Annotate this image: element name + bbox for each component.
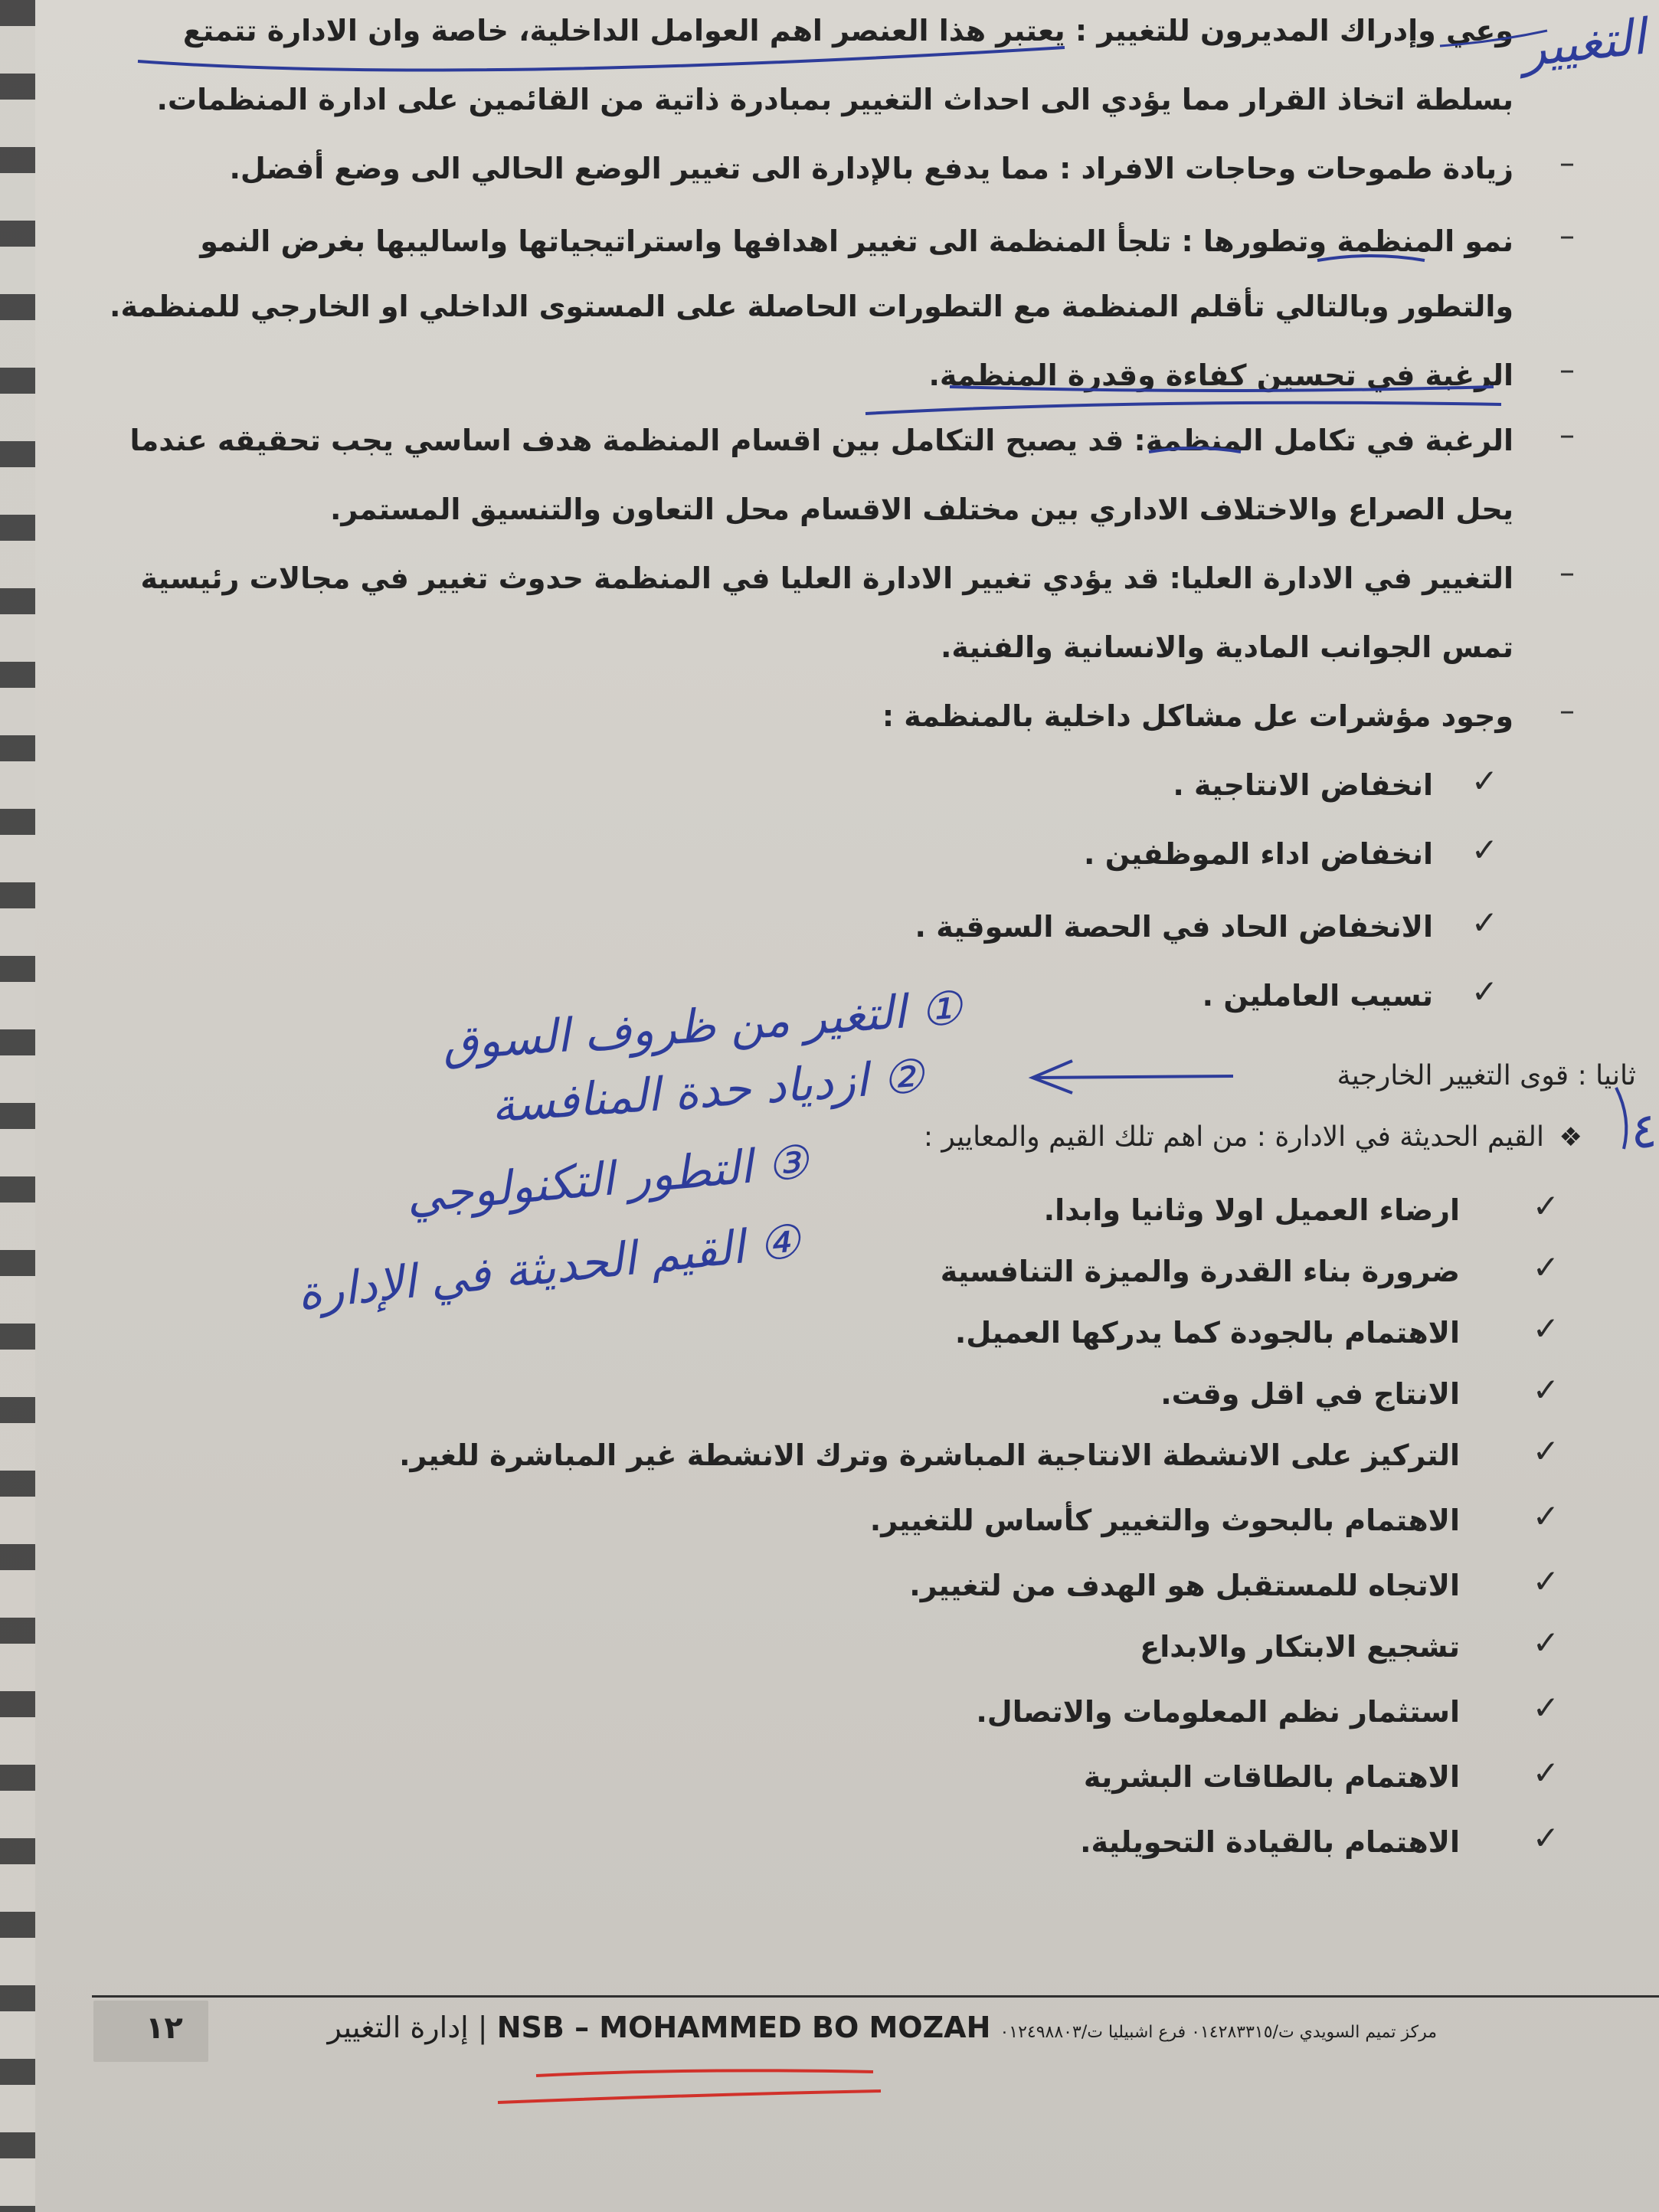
- paragraph-line: التغيير في الادارة العليا: قد يؤدي تغيير الادارة العليا في المنظمة حدوث تغيير في مجالات رئيسية: [140, 561, 1513, 595]
- value-item: استثمار نظم المعلومات والاتصال.: [976, 1695, 1460, 1729]
- value-item: الاهتمام بالجودة كما يدركها العميل.: [954, 1316, 1460, 1350]
- paragraph-line: الرغبة في تكامل المنظمة: قد يصبح التكامل بين اقسام المنظمة هدف اساسي يجب تحقيقه عندما: [129, 424, 1513, 457]
- value-item: الاهتمام بالطاقات البشرية: [1083, 1760, 1460, 1794]
- footer-subject: إدارة التغيير: [327, 2011, 469, 2044]
- paragraph-line: وعي وإدراك المديرون للتغيير : يعتبر هذا العنصر اهم العوامل الداخلية، خاصة وان الادارة تتمتع: [182, 14, 1513, 47]
- checkmark-icon: ✓: [1532, 1432, 1559, 1470]
- checkmark-icon: ✓: [1532, 1310, 1559, 1347]
- value-item: الاهتمام بالبحوث والتغيير كأساس للتغيير.: [869, 1504, 1460, 1537]
- bullet-dash: –: [1559, 693, 1575, 728]
- value-item: الاهتمام بالقيادة التحويلية.: [1080, 1825, 1460, 1859]
- bullet-dash: –: [1559, 352, 1575, 388]
- checkmark-icon: ✓: [1471, 973, 1498, 1010]
- paragraph-line: نمو المنظمة وتطورها : تلجأ المنظمة الى تغيير اهدافها واستراتيجياتها واساليبها بغرض النمو: [200, 224, 1513, 258]
- paragraph-line: تمس الجوانب المادية والانسانية والفنية.: [941, 630, 1513, 664]
- footer-sep: |: [477, 2011, 488, 2044]
- paragraph-line: وجود مؤشرات عل مشاكل داخلية بالمنظمة :: [882, 699, 1513, 733]
- diamond-bullet: ❖: [1559, 1122, 1582, 1153]
- value-item: التركيز على الانشطة الانتاجية المباشرة وترك الانشطة غير المباشرة للغير.: [399, 1438, 1460, 1472]
- handwritten-note: ① التغير من ظروف السوق: [440, 981, 964, 1072]
- checkmark-icon: ✓: [1532, 1754, 1559, 1792]
- checkmark-icon: ✓: [1532, 1819, 1559, 1857]
- value-item: الانتاج في اقل وقت.: [1160, 1377, 1460, 1411]
- bullet-dash: –: [1559, 417, 1575, 453]
- checkmark-icon: ✓: [1532, 1497, 1559, 1535]
- value-item: تشجيع الابتكار والابداع: [1140, 1630, 1460, 1664]
- margin-note: التغيير: [1519, 8, 1648, 79]
- bullet-dash: –: [1559, 146, 1575, 181]
- paragraph-line: زيادة طموحات وحاجات الافراد : مما يدفع بالإدارة الى تغيير الوضع الحالي الى وضع أفضل.: [229, 152, 1513, 185]
- checkmark-icon: ✓: [1532, 1562, 1559, 1600]
- checkmark-icon: ✓: [1471, 904, 1498, 941]
- footer-brand: NSB – MOHAMMED BO MOZAH: [496, 2011, 991, 2044]
- indicator-item: الانخفاض الحاد في الحصة السوقية .: [915, 910, 1433, 944]
- indicator-item: انخفاض الانتاجية .: [1173, 768, 1433, 802]
- checkmark-icon: ✓: [1532, 1187, 1559, 1225]
- paragraph-line: والتطور وبالتالي تأقلم المنظمة مع التطورات الحاصلة على المستوى الداخلي او الخارجي للمنظمة.: [110, 290, 1513, 323]
- side-number: ٤: [1631, 1103, 1657, 1160]
- bullet-dash: –: [1559, 218, 1575, 254]
- paragraph-line: يحل الصراع والاختلاف الاداري بين مختلف الاقسام محل التعاون والتنسيق المستمر.: [329, 492, 1513, 526]
- checkmark-icon: ✓: [1532, 1248, 1559, 1286]
- page-number: ١٢: [146, 2011, 183, 2046]
- indicator-item: تسيب العاملين .: [1202, 979, 1433, 1013]
- value-item: الاتجاه للمستقبل هو الهدف من لتغيير.: [909, 1569, 1460, 1602]
- checkmark-icon: ✓: [1532, 1624, 1559, 1661]
- handwritten-note: ④ القيم الحديثة في الإدارة: [295, 1214, 803, 1321]
- paragraph-line: بسلطة اتخاذ القرار مما يؤدي الى احداث التغيير بمبادرة ذاتية من القائمين على ادارة المنظمات.: [156, 83, 1513, 116]
- value-item: ارضاء العميل اولا وثانيا وابدا.: [1043, 1193, 1460, 1227]
- handwritten-note: ② ازدياد حدة المنافسة: [489, 1049, 925, 1134]
- value-item: ضرورة بناء القدرة والميزة التنافسية: [940, 1255, 1460, 1288]
- footer-contact: مركز تميم السويدي ت/٠١٤٢٨٣٣١٥ فرع اشبيليا ت/٠١٢٤٩٨٨٠٣: [1000, 2023, 1437, 2042]
- checkmark-icon: ✓: [1532, 1371, 1559, 1409]
- section-heading: القيم الحديثة في الادارة : من اهم تلك القيم والمعايير :: [923, 1121, 1544, 1153]
- handwritten-note: ③ التطور التكنولوجي: [404, 1135, 811, 1224]
- indicator-item: انخفاض اداء الموظفين .: [1084, 837, 1433, 871]
- checkmark-icon: ✓: [1532, 1689, 1559, 1726]
- paragraph-line: الرغبة في تحسين كفاءة وقدرة المنظمة.: [928, 358, 1513, 392]
- checkmark-icon: ✓: [1471, 831, 1498, 869]
- section-heading: ثانيا : قوى التغيير الخارجية: [1337, 1060, 1636, 1091]
- bullet-dash: –: [1559, 555, 1575, 591]
- checkmark-icon: ✓: [1471, 762, 1498, 800]
